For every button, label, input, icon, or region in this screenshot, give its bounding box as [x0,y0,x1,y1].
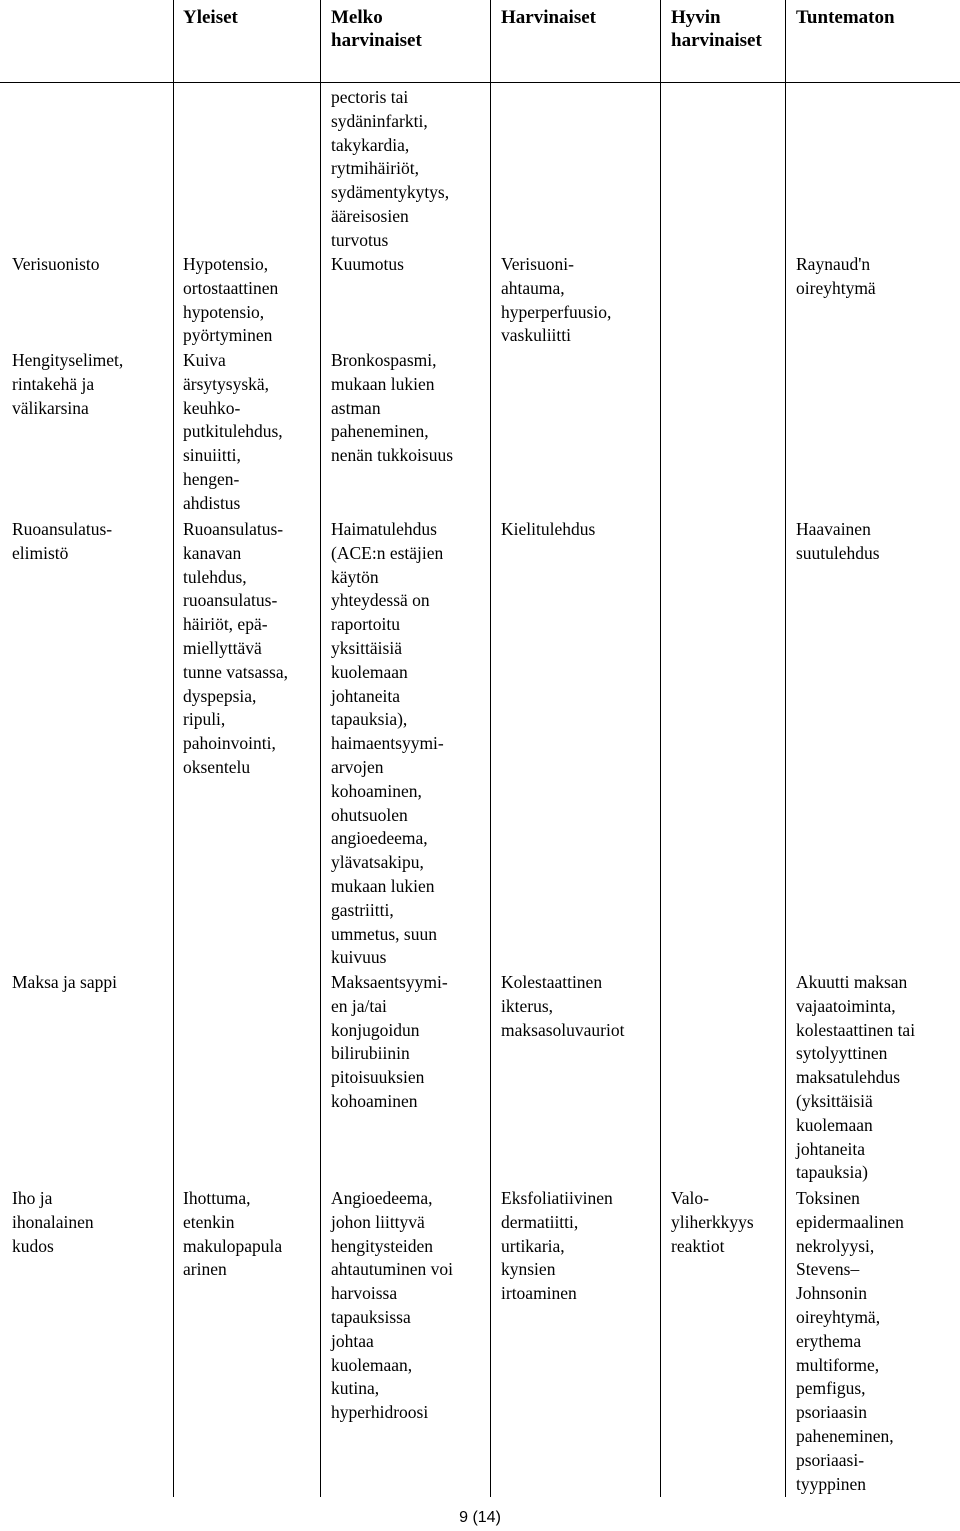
cell-iho-tuntematon: Toksinen epidermaalinen nekrolyysi, Stevens– Johnsonin oireyhtymä, erythema multiforme, pemfigus, psoriaasin paheneminen, psoriaasi- tyyppinen [796,1188,904,1494]
cell-ruoansulatus-harvinaiset: Kielitulehdus [501,519,596,539]
cell-ruoansulatus-organ: Ruoansulatus- elimistö [12,519,113,563]
cell-verisuonisto-melko-harvinaiset: Kuumotus [331,254,404,274]
cell-verisuonisto-yleiset: Hypotensio, ortostaattinen hypotensio, pyörtyminen [183,254,279,346]
header-yleiset: Yleiset [183,7,238,28]
column-border [173,0,174,1497]
column-border [785,0,786,1497]
cell-hengityselimet-organ: Hengityselimet, rintakehä ja välikarsina [12,350,124,418]
column-border [320,0,321,1497]
cell-hengityselimet-yleiset: Kuiva ärsytysyskä, keuhko- putkitulehdus, sinuiitti, hengen- ahdistus [183,350,283,513]
cell-maksa-harvinaiset: Kolestaattinen ikterus, maksasoluvauriot [501,972,625,1040]
cell-verisuonisto-tuntematon: Raynaud'n oireyhtymä [796,254,876,298]
cell-ruoansulatus-tuntematon: Haavainen suutulehdus [796,519,880,563]
cell-iho-yleiset: Ihottuma, etenkin makulopapula arinen [183,1188,283,1280]
cell-verisuonisto-harvinaiset: Verisuoni- ahtauma, hyperperfuusio, vaskuliitti [501,254,612,346]
cell-hengityselimet-melko-harvinaiset: Bronkospasmi, mukaan lukien astman paheneminen, nenän tukkoisuus [331,350,454,466]
cell-ruoansulatus-melko-harvinaiset: Haimatulehdus (ACE:n estäjien käytön yhteydessä on raportoitu yksittäisiä kuolemaan johtaneita tapauksia), haimaentsyymi- arvojen kohoaminen, ohutsuolen angioedeema, ylävatsakipu, mukaan lukien gastriitti, ummetus, suun kuivuus [331,519,444,968]
cell-iho-organ: Iho ja ihonalainen kudos [12,1188,94,1256]
cell-iho-harvinaiset: Eksfoliatiivinen dermatiitti, urtikaria, kynsien irtoaminen [501,1188,613,1304]
header-tuntematon: Tuntematon [796,7,895,28]
cell-maksa-melko-harvinaiset: Maksaentsyymi- en ja/tai konjugoidun bilirubiinin pitoisuuksien kohoaminen [331,972,448,1111]
cell-iho-hyvin-harvinaiset: Valo- yliherkkyys reaktiot [671,1188,754,1256]
column-border [490,0,491,1497]
cell-continued-melko-harvinaiset: pectoris tai sydäninfarkti, takykardia, rytmihäiriöt, sydämentykytys, ääreisosien turvotus [331,87,450,250]
header-hyvin-harvinaiset: Hyvin harvinaiset [671,7,762,51]
column-border [660,0,661,1497]
page-number: 9 (14) [459,1509,501,1526]
header-harvinaiset: Harvinaiset [501,7,596,28]
header-border [0,82,960,83]
header-melko-harvinaiset: Melko harvinaiset [331,7,422,51]
cell-maksa-tuntematon: Akuutti maksan vajaatoiminta, kolestaattinen tai sytolyyttinen maksatulehdus (yksittäisiä kuolemaan johtaneita tapauksia) [796,972,916,1183]
cell-iho-melko-harvinaiset: Angioedeema, johon liittyvä hengitysteiden ahtautuminen voi harvoissa tapauksissa johtaa kuolemaan, kutina, hyperhidroosi [331,1188,453,1423]
cell-ruoansulatus-yleiset: Ruoansulatus- kanavan tulehdus, ruoansulatus- häiriöt, epä- miellyttävä tunne vatsassa, dyspepsia, ripuli, pahoinvointi, oksentelu [183,519,288,777]
cell-maksa-organ: Maksa ja sappi [12,972,117,992]
cell-verisuonisto-organ: Verisuonisto [12,254,100,274]
